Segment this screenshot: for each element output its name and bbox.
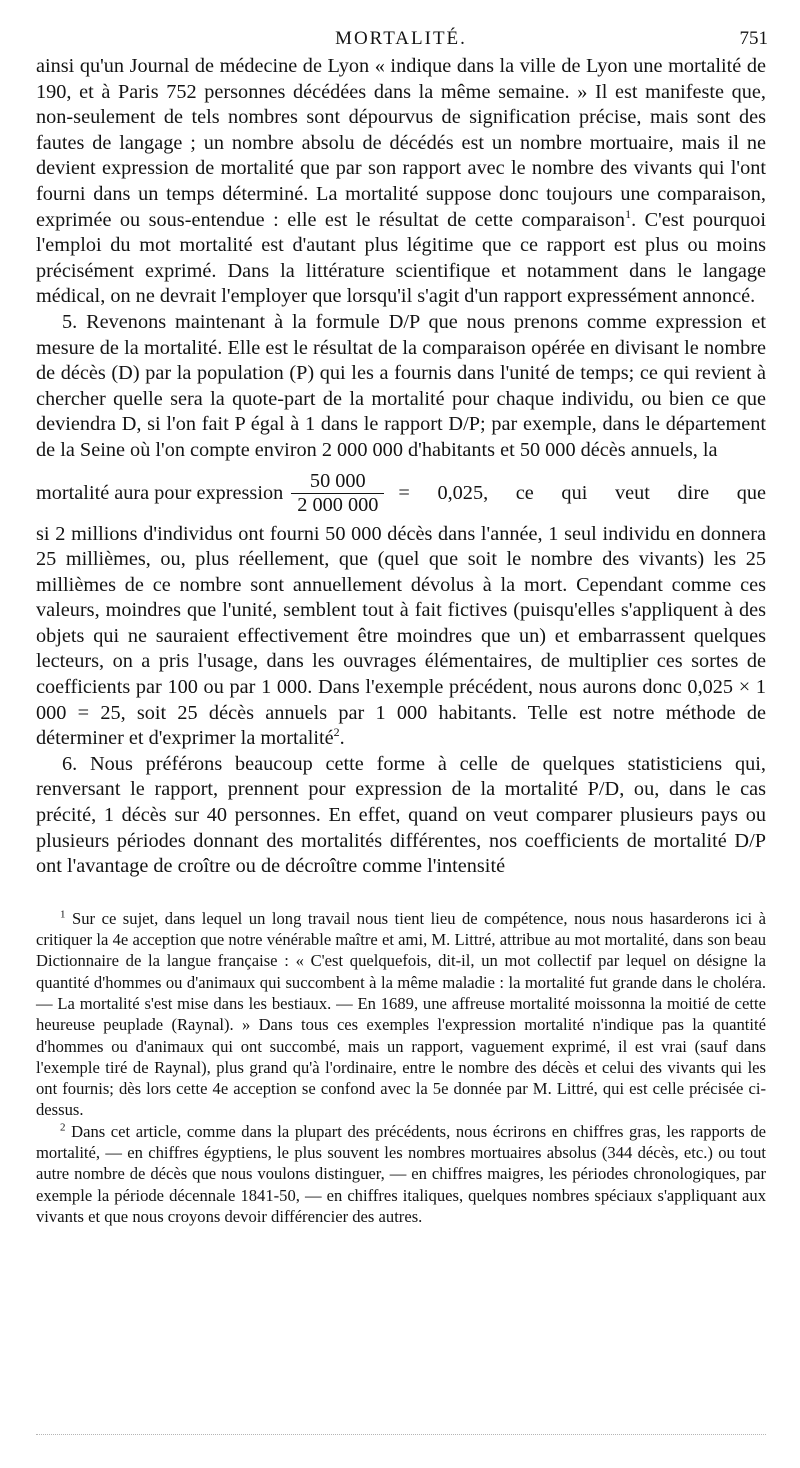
footnote-2 — [36, 1121, 766, 1227]
page-header — [36, 24, 766, 54]
footnotes — [36, 908, 766, 1227]
footnote-ref-2: 2 — [333, 725, 340, 740]
footnote-2-mark: 2 — [60, 1121, 66, 1134]
formula-lead-text: mortalité aura pour expression — [36, 481, 284, 504]
footnote-1-mark: 1 — [60, 908, 66, 921]
paragraph-6: 6. Nous préférons beaucoup cette forme à celle de quelques statisticiens qui, renversant le rapport, prennent pour expression de la mortalité P/D, ou, dans le cas précité, 1 décès sur 40 personnes. En effet, quand on veut comparer plusieurs pays ou plusieurs périodes donnant des mortalités différentes, nos coefficients de mortalité D/P ont l'avantage de croître ou de décroître comme l'intensité — [36, 752, 766, 878]
fraction-numerator: 50 000 — [309, 470, 366, 492]
page — [36, 24, 766, 1227]
body-text — [36, 54, 766, 880]
fraction-denominator: 2 000 000 — [291, 493, 384, 517]
footnote-1 — [36, 908, 766, 1121]
page-bottom-rule — [36, 1434, 766, 1435]
footnote-1-text: Sur ce sujet, dans lequel un long travail nous tient lieu de compétence, nous nous hasarderons ici à critiquer la 4e acception que notre vénérable maître et ami, M. Littré, attribue au mot mortalité, dans son beau Dictionnaire de la langue française : « C'est quelquefois, dit-il, un mot collectif par lequel on désigne la quantité d'hommes ou d'animaux qui succombent à la même maladie : la mortalité fut grande dans le choléra. — La mortalité s'est mise dans les bestiaux. — En 1689, une affreuse mortalité moissonna la moitié de cette heureuse peuplade (Raynal). » Dans tous ces exemples l'expression mortalité n'indique pas la quantité d'hommes ou d'animaux qui ont succombé, mais un rapport, vaguement exprimé, il est vrai (sauf dans l'exemple tiré de Raynal), plus grand qu'à l'ordinaire, entre le nombre des décès et celui des vivants qui les ont fournis; dès lors cette 4e acception se confond avec la 5e donnée par M. Littré, qui est celle précisée ci-dessus. — [36, 908, 766, 1120]
footnote-2-text: Dans cet article, comme dans la plupart des précédents, nous écrirons en chiffres gras, les rapports de mortalité, — en chiffres égyptiens, le plus souvent les nombres mortuaires absolus (344 décès, etc.) ou tout autre nombre de décès que nous voulons distinguer, — en chiffres maigres, les périodes chronologiques, par exemple la période décennale 1841-50, — en chiffres italiques, quelques nombres spéciaux s'appliquant aux vivants et que nous croyons devoir différencier des autres. — [36, 1121, 766, 1226]
paragraph-1-continued: . C'est pourquoi l'emploi du mot mortalité est d'autant plus légitime que ce rapport est plus ou moins précisément exprimé. Dans la littérature scientifique et notamment dans le langage médical, on ne devrait l'employer que lorsqu'il s'agit d'un rapport expressément annoncé. — [36, 208, 766, 308]
paragraph-5-end: . — [339, 727, 345, 750]
running-title: MORTALITÉ. — [335, 28, 467, 49]
paragraph-1-text: ainsi qu'un Journal de médecine de Lyon « indique dans la ville de Lyon une mortalité de 190, et à Paris 752 personnes décédées dans la même semaine. » Il est manifeste que, non-seulement de tels nombres sont dépourvus de signification précise, mais sont des fautes de langage ; un nombre absolu de décédés est un nombre mortuaire, mais il ne devient expression de mortalité que par son rapport avec le nombre des vivants qui l'ont fourni dans un temps déterminé. La mortalité suppose donc toujours une comparaison, exprimée ou sous-entendue : elle est le résultat de cette comparaison — [36, 55, 766, 231]
footnote-ref-1: 1 — [625, 206, 632, 221]
paragraph-1 — [36, 54, 766, 310]
formula-line — [36, 466, 766, 522]
paragraph-5-continued-text: si 2 millions d'individus ont fourni 50 000 décès dans l'année, 1 seul individu en donnera 25 millièmes, ou, plus réellement, que (quel que soit le nombre des vivants) les 25 millièmes de ce nombre sont annuellement dévolus à la mort. Cependant comme ces valeurs, moindres que l'unité, semblent tout à fait fictives (puisqu'elles s'appliquent à des objets qui ne sauraient effectivement être moindres que un) et embarrassent quelques lecteurs, on a pris l'usage, dans les ouvrages élémentaires, de multiplier ces sortes de coefficients par 100 ou par 1 000. Dans l'exemple précédent, nous aurons donc 0,025 × 1 000 = 25, soit 25 décès annuels par 1 000 habitants. Telle est notre méthode de déterminer et d'exprimer la mortalité — [36, 522, 766, 750]
fraction — [291, 470, 384, 517]
paragraph-5-continued — [36, 522, 766, 752]
formula-result-text: = 0,025, ce qui veut dire que — [398, 481, 766, 504]
page-number: 751 — [739, 28, 768, 49]
paragraph-5: 5. Revenons maintenant à la formule D/P que nous prenons comme expression et mesure de la mortalité. Elle est le résultat de la comparaison opérée en divisant le nombre de décès (D) par la population (P) qui les a fournis dans l'unité de temps; ce qui revient à chercher quelle sera la quote-part de la mortalité pour chaque individu, ou bien ce que deviendra D, si l'on fait P égal à 1 dans le rapport D/P; par exemple, dans le département de la Seine où l'on compte environ 2 000 000 d'habitants et 50 000 décès annuels, la — [36, 310, 766, 461]
